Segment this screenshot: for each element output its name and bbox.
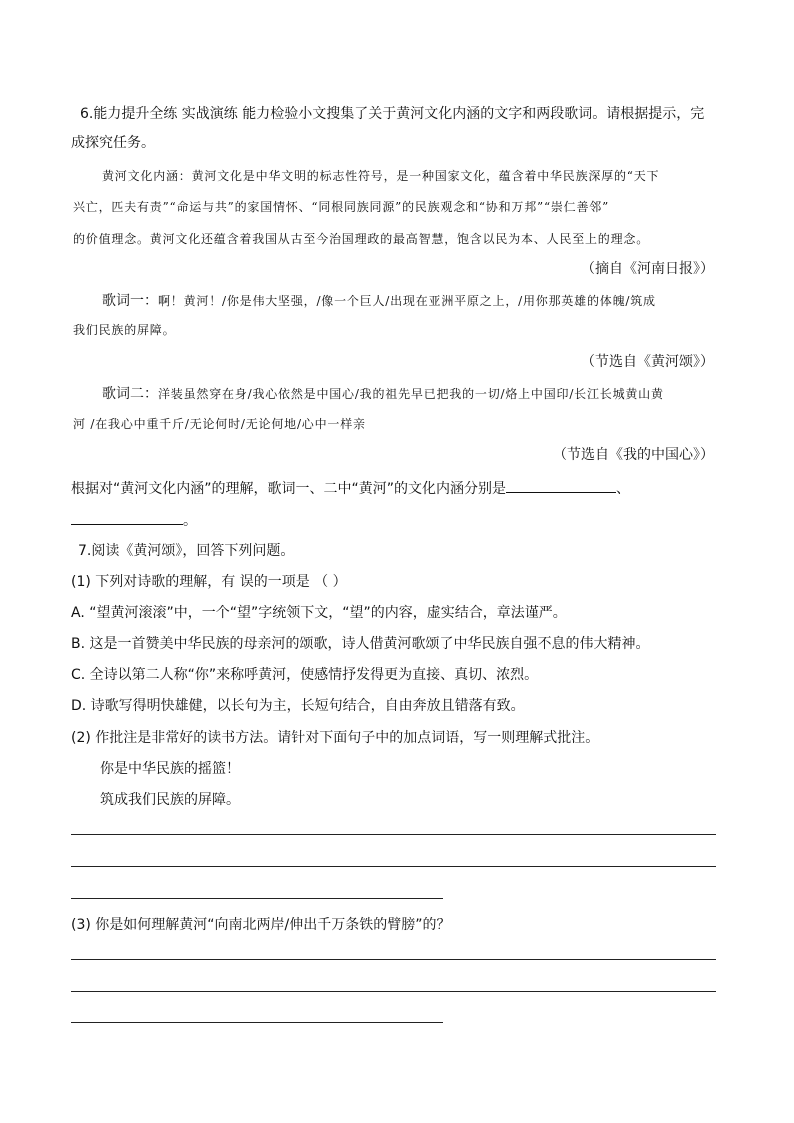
answer-line[interactable] (71, 834, 716, 835)
q7-sub2-quote-1: 你是中华民族的摇篮！ (100, 761, 240, 777)
q6-stem-line-2: 成探究任务。 (71, 135, 155, 151)
material-source: （摘自《河南日报》） (581, 261, 714, 277)
q6-question-end: 。 (183, 513, 197, 529)
q7-sub2-quote-2: 筑成我们民族的屏障。 (100, 792, 240, 808)
lyric-1-label: 歌词一： (102, 293, 158, 309)
answer-line[interactable] (71, 866, 716, 867)
q7-option-d: D. 诗歌写得明快雄健，以长句为主，长短句结合，自由奔放且错落有致。 (71, 698, 525, 714)
q6-stem-line-1: 6.能力提升全练 实战演练 能力检验小文搜集了关于黄河文化内涵的文字和两段歌词。请根据提示，完 (80, 106, 705, 122)
q6-question-separator: 、 (616, 481, 631, 497)
q6-question-continued (71, 510, 197, 531)
answer-blank-2[interactable] (71, 510, 183, 525)
lyric-1-text: 啊！黄河！/你是伟大坚强，/像一个巨人/出现在亚洲平原之上，/用你那英雄的体魄/筑成 (158, 294, 656, 308)
lyric-1-line-2: 我们民族的屏障。 (73, 323, 176, 337)
answer-blank-1[interactable] (506, 478, 616, 493)
material-line-1: 黄河文化内涵：黄河文化是中华文明的标志性符号，是一种国家文化，蕴含着中华民族深厚的“天下 (102, 169, 660, 183)
q6-question (71, 478, 630, 499)
lyric-2-source: （节选自《我的中国心》） (553, 447, 714, 463)
answer-line[interactable] (71, 1022, 443, 1023)
answer-line[interactable] (71, 959, 716, 960)
answer-line[interactable] (71, 991, 716, 992)
q7-option-b: B. 这是一首赞美中华民族的母亲河的颂歌，诗人借黄河歌颂了中华民族自强不息的伟大精神。 (71, 636, 650, 652)
q6-question-text: 根据对“黄河文化内涵”的理解，歌词一、二中“黄河”的文化内涵分别是 (71, 481, 507, 497)
q7-option-a: A. “望黄河滚滚”中，一个“望”字统领下文，“望”的内容，虚实结合，章法谨严。 (71, 605, 567, 621)
lyric-2-line-2: 河 /在我心中重千斤/无论何时/无论何地/心中一样亲 (73, 417, 366, 431)
answer-line[interactable] (71, 898, 443, 899)
q7-title: 7.阅读《黄河颂》，回答下列问题。 (78, 543, 295, 559)
q7-sub2-stem: (2) 作批注是非常好的读书方法。请针对下面句子中的加点词语，写一则理解式批注。 (71, 730, 600, 746)
material-line-3: 的价值理念。黄河文化还蕴含着我国从古至今治国理政的最高智慧，饱含以民为本、人民至上的理念。 (73, 232, 650, 246)
lyric-2-label: 歌词二： (102, 386, 158, 402)
material-line-2: 兴亡，匹夫有责”“命运与共”的家国情怀、“同根同族同源”的民族观念和“协和万邦”“崇仁善邻” (73, 200, 610, 214)
lyric-2-text: 洋装虽然穿在身/我心依然是中国心/我的祖先早已把我的一切/烙上中国印/长江长城黄山黄 (158, 387, 664, 401)
lyric-1-source: （节选自《黄河颂》） (581, 354, 714, 370)
q7-option-c: C. 全诗以第二人称“你”来称呼黄河，使感情抒发得更为直接、真切、浓烈。 (71, 667, 539, 683)
lyric-2-line-1 (102, 384, 664, 404)
q7-sub1-stem: (1) 下列对诗歌的理解，有 误的一项是 （ ） (71, 574, 347, 590)
q7-sub3-stem: (3) 你是如何理解黄河“向南北两岸/伸出千万条铁的臂膀”的？ (71, 917, 451, 933)
lyric-1-line-1 (102, 291, 656, 311)
